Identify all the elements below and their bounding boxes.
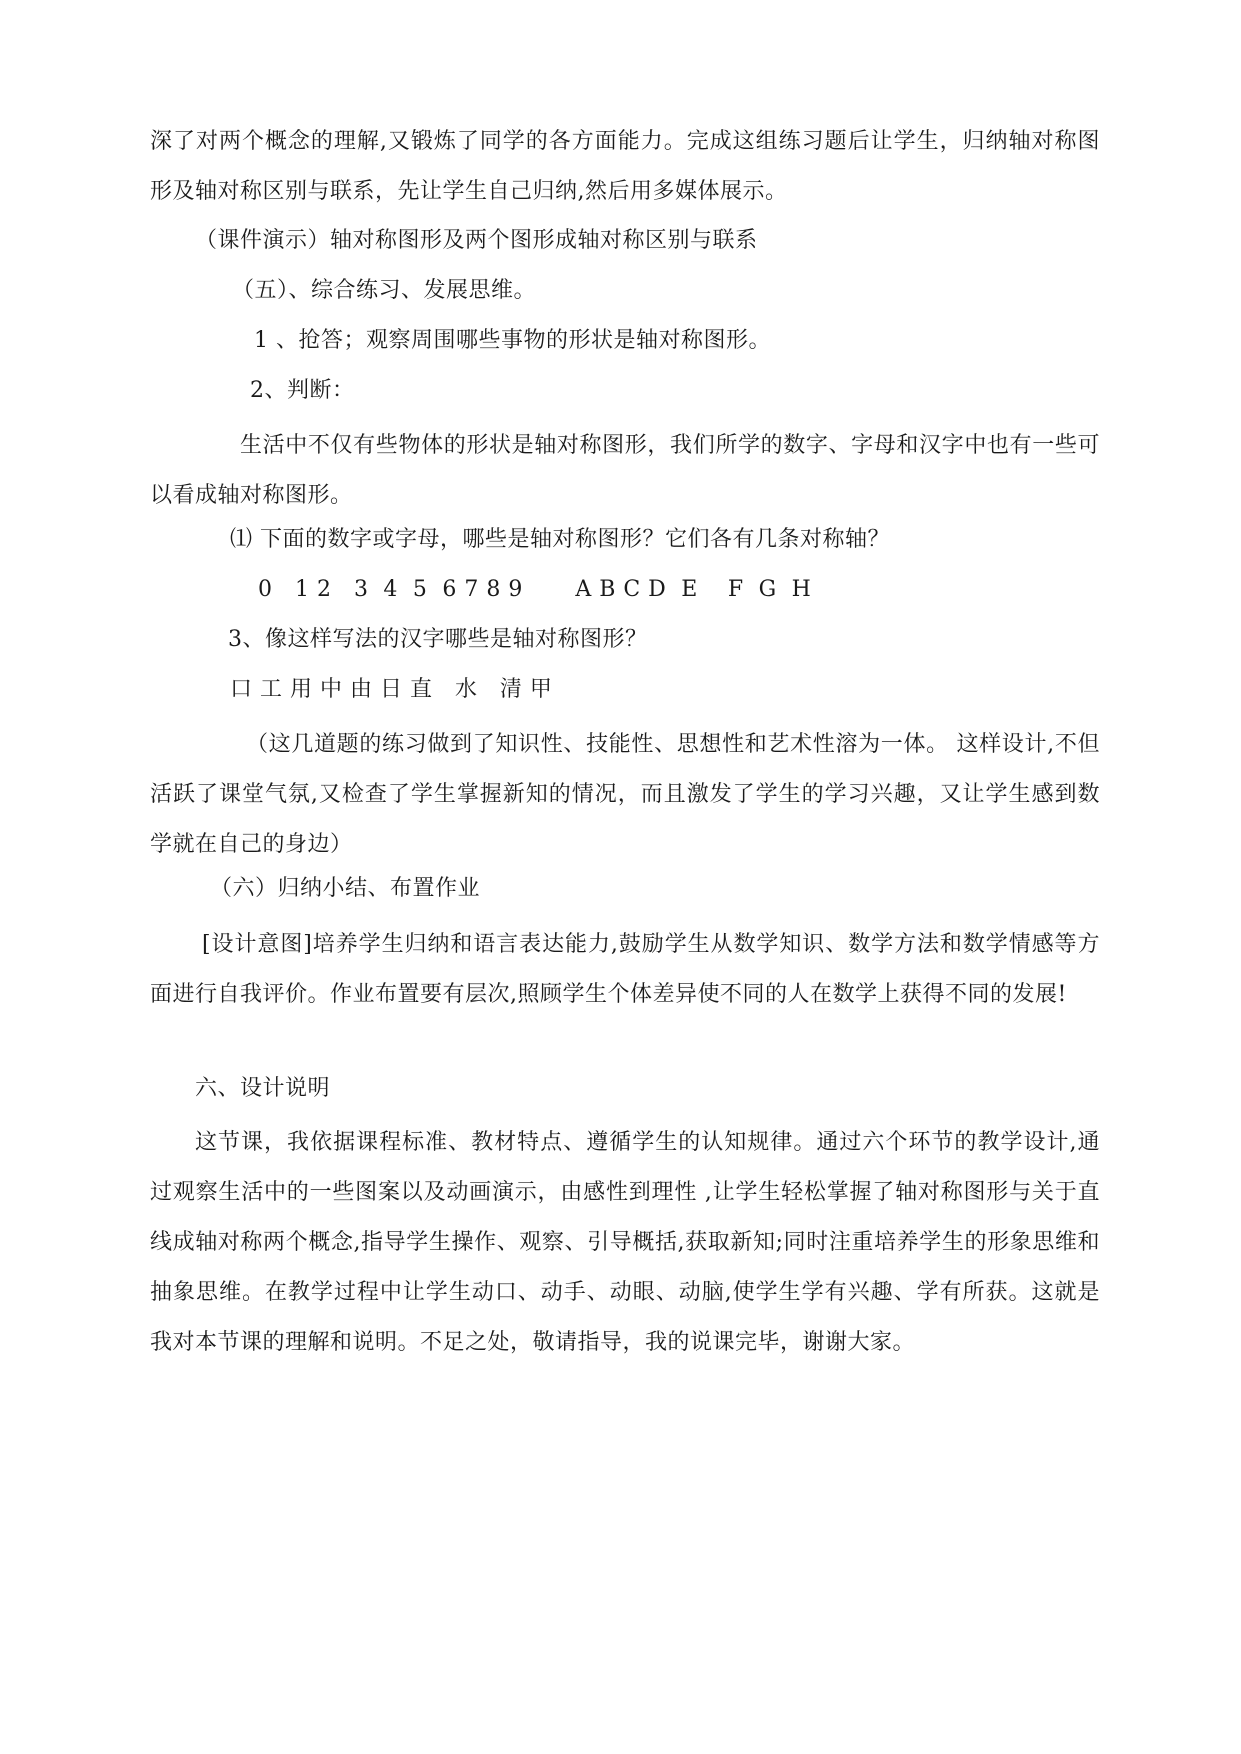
chinese-characters-row: 口 工 用 中 由 日 直 水 清 甲 [230,677,553,702]
paragraph-design-comment [150,720,1100,870]
paragraph-text: （这几道题的练习做到了知识性、技能性、思想性和艺术性溶为一体。 这样设计,不但活跃了课堂气氛,又检查了学生掌握新知的情况，而且激发了学生的学习兴趣，又让学生感到数学就在自己的身边） [150,732,1100,857]
digits-letters-row: 0 1 2 3 4 5 6 7 8 9 A B C D E F G H [258,577,812,602]
paragraph-courseware-demo: （课件演示）轴对称图形及两个图形成轴对称区别与联系 [195,228,758,253]
exercise-item-1: 1 、抢答；观察周围哪些事物的形状是轴对称图形。 [254,328,771,353]
exercise-item-3: 3、像这样写法的汉字哪些是轴对称图形？ [228,627,648,652]
exercise-question-digits: ⑴ 下面的数字或字母，哪些是轴对称图形？它们各有几条对称轴？ [230,527,890,552]
paragraph-text: [设计意图]培养学生归纳和语言表达能力,鼓励学生从数学知识、数学方法和数学情感等方面进行自我评价。作业布置要有层次,照顾学生个体差异使不同的人在数学上获得不同的发展! [150,932,1100,1007]
paragraph-intro-symmetry [150,421,1100,521]
section-heading-summary: （六）归纳小结、布置作业 [210,876,481,901]
exercise-item-2: 2、判断： [250,378,355,403]
paragraph-text: 深了对两个概念的理解,又锻炼了同学的各方面能力。完成这组练习题后让学生，归纳轴对称图形及轴对称区别与联系，先让学生自己归纳,然后用多媒体展示。 [150,129,1100,204]
paragraph-design-notes [150,1118,1100,1368]
paragraph-summary [150,117,1100,217]
section-heading-design-notes: 六、设计说明 [195,1076,331,1101]
section-heading-exercises: （五）、综合练习、发展思维。 [232,278,537,303]
paragraph-text: 生活中不仅有些物体的形状是轴对称图形，我们所学的数字、字母和汉字中也有一些可以看成轴对称图形。 [150,433,1100,508]
paragraph-text: 这节课，我依据课程标准、教材特点、遵循学生的认知规律。通过六个环节的教学设计,通过观察生活中的一些图案以及动画演示，由感性到理性 ,让学生轻松掌握了轴对称图形与关于直线成轴对称两个概念,指导学生操作、观察、引导概括,获取新知;同时注重培养学生的形象思维和抽象思维。在教学过程中让学生动口、动手、动眼、动脑,使学生学有兴趣、学有所获。这就是我对本节课的理解和说明。不足之处，敬请指导，我的说课完毕，谢谢大家。 [150,1130,1100,1355]
paragraph-design-intent [150,920,1100,1020]
